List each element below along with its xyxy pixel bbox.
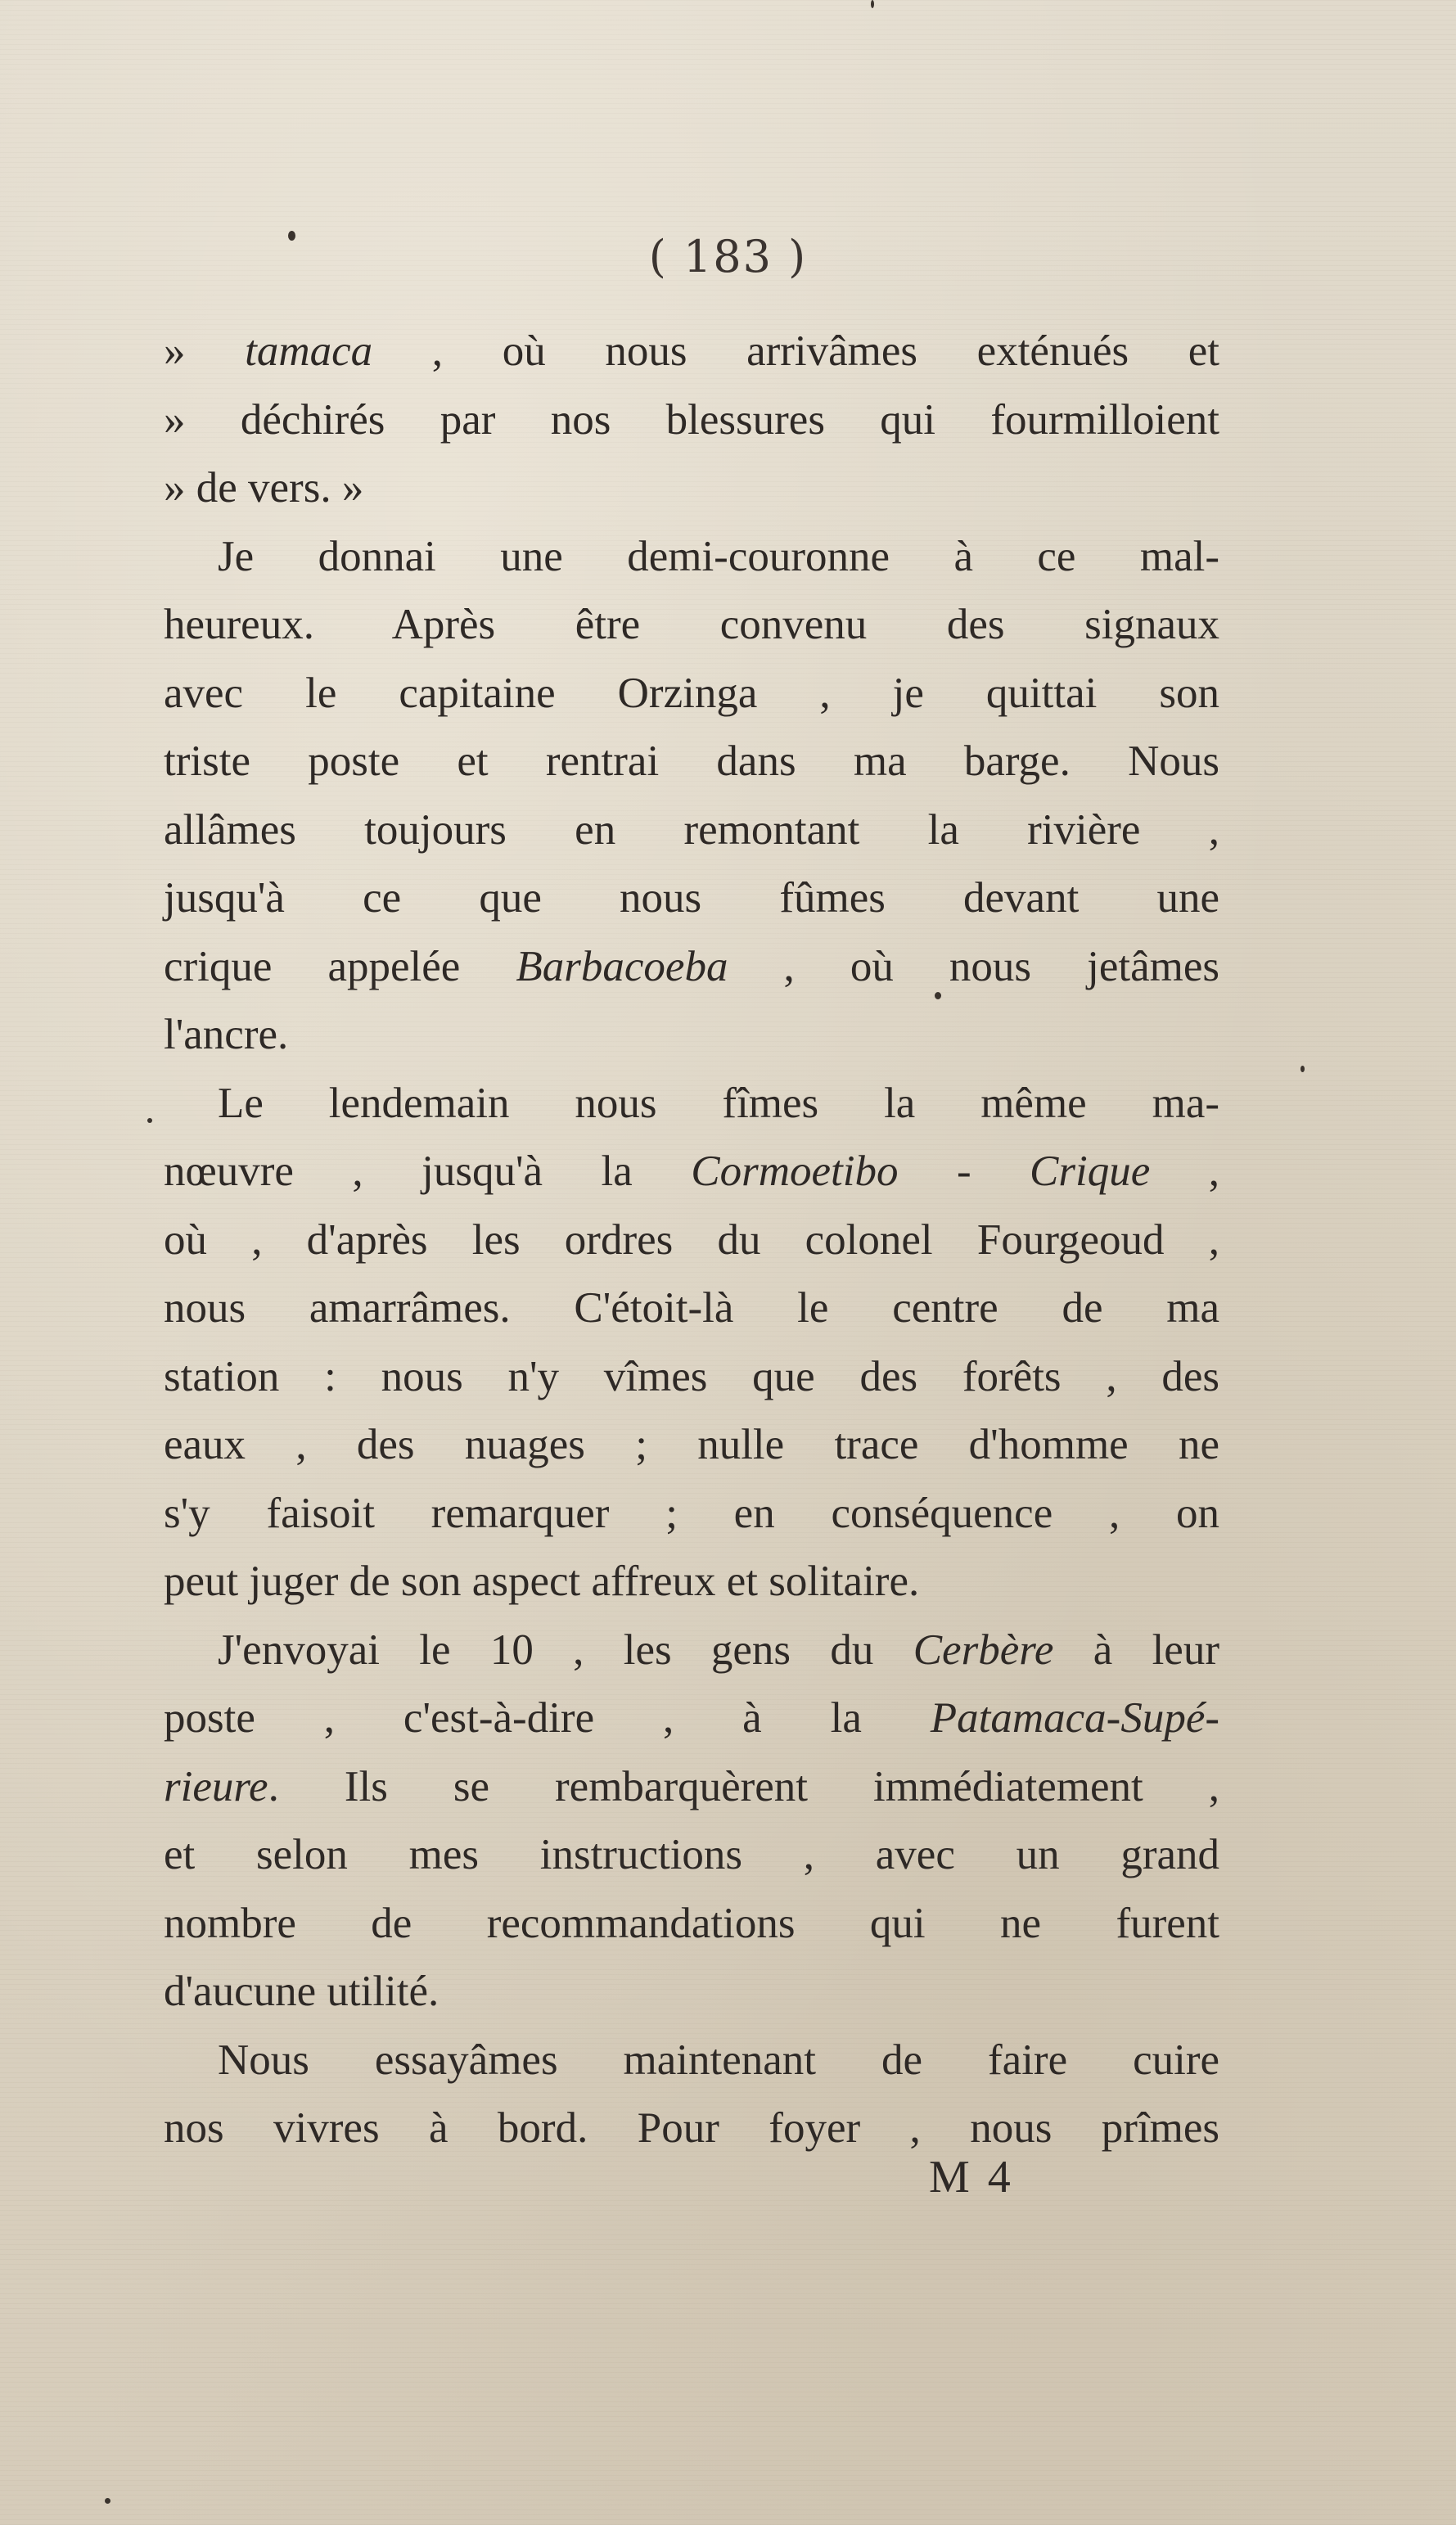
text-line: jusqu'à ce que nous fûmes devant une bbox=[164, 874, 1219, 922]
paragraph-start: J'envoyai le 10 , les gens du Cerbère à leur bbox=[218, 1625, 1219, 1674]
text-line: crique appelée Barbacoeba , où nous jetâmes bbox=[164, 942, 1219, 990]
text-line: eaux , des nuages ; nulle trace d'homme ne bbox=[164, 1421, 1219, 1468]
text-line: » tamaca , où nous arrivâmes exténués et bbox=[164, 327, 1219, 375]
paragraph-start: Le lendemain nous fîmes la même ma- bbox=[218, 1079, 1219, 1127]
paragraph-start: Nous essayâmes maintenant de faire cuire bbox=[218, 2036, 1219, 2084]
text-line: poste , c'est-à-dire , à la Patamaca-Supé- bbox=[164, 1694, 1219, 1742]
text-line: où , d'après les ordres du colonel Fourgeoud , bbox=[164, 1215, 1219, 1264]
text-line: l'ancre. bbox=[164, 1011, 289, 1058]
ink-speck bbox=[1300, 1066, 1305, 1072]
page-number: ( 183 ) bbox=[648, 231, 808, 282]
text-line: nœuvre , jusqu'à la Cormoetibo - Crique , bbox=[164, 1148, 1220, 1195]
ink-speck bbox=[105, 2498, 110, 2504]
text-line: nos vivres à bord. Pour foyer , nous prîmes bbox=[164, 2104, 1219, 2152]
paragraph-start: Je donnai une demi-couronne à ce mal- bbox=[218, 532, 1219, 580]
text-line: » de vers. » bbox=[164, 464, 364, 512]
text-line: peut juger de son aspect affreux et solitaire. bbox=[164, 1558, 920, 1605]
signature-mark: M 4 bbox=[929, 2152, 1014, 2203]
text-line: nombre de recommandations qui ne furent bbox=[164, 1899, 1219, 1947]
ink-speck bbox=[871, 0, 874, 8]
text-line: et selon mes instructions , avec un grand bbox=[164, 1831, 1219, 1878]
text-line: avec le capitaine Orzinga , je quittai son bbox=[164, 669, 1219, 717]
ink-speck bbox=[147, 1118, 152, 1123]
text-line: allâmes toujours en remontant la rivière , bbox=[164, 805, 1219, 854]
text-line: d'aucune utilité. bbox=[164, 1968, 440, 2015]
text-line: » déchirés par nos blessures qui fourmilloient bbox=[164, 395, 1219, 444]
text-line: triste poste et rentrai dans ma barge. Nous bbox=[164, 737, 1219, 785]
ink-speck bbox=[288, 231, 295, 241]
text-line: s'y faisoit remarquer ; en conséquence , on bbox=[164, 1489, 1219, 1537]
text-line: nous amarrâmes. C'étoit-là le centre de ma bbox=[164, 1284, 1219, 1332]
text-line: station : nous n'y vîmes que des forêts , des bbox=[164, 1352, 1219, 1400]
ink-speck bbox=[935, 992, 941, 999]
body-text bbox=[164, 318, 1219, 2163]
text-line: heureux. Après être convenu des signaux bbox=[164, 601, 1219, 648]
text-line: rieure. Ils se rembarquèrent immédiatement , bbox=[164, 1762, 1219, 1810]
